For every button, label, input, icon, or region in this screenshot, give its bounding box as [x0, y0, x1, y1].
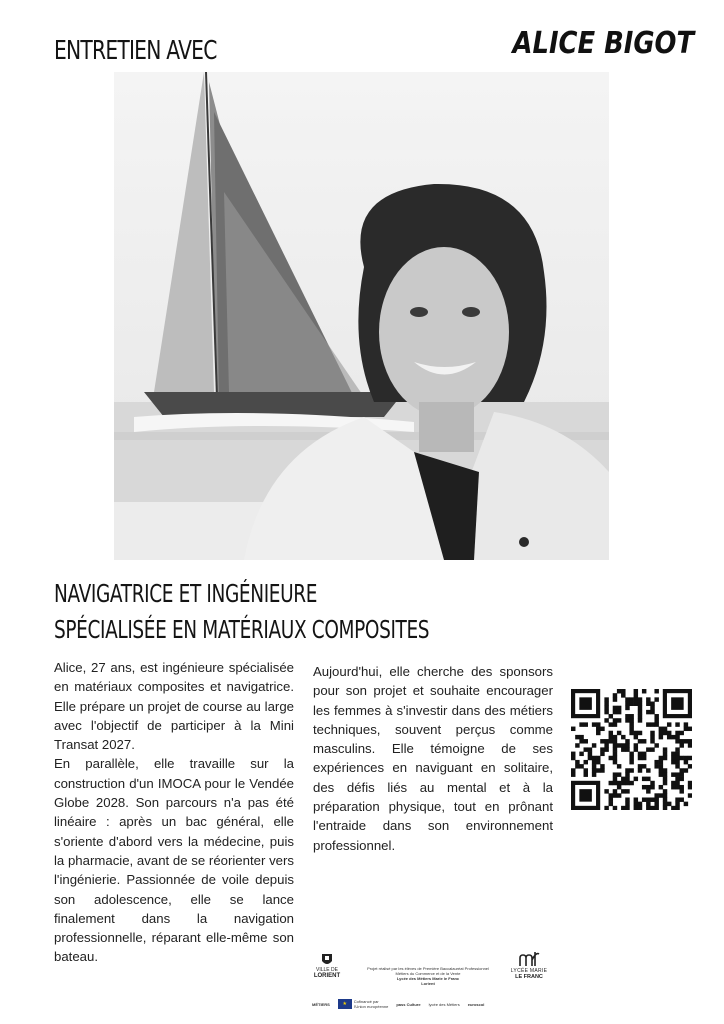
paragraph: En parallèle, elle travaille sur la construction d'un IMOCA pour le Vendée Globe 2028. Son parcours n'a pas été linéaire : après un bac général, elle s'oriente d'abord vers la médecine, puis la pharmacie, avant de se réorienter vers l'ingénierie. Passionnée de voile depuis son adolescence, elle se lance finalement dans la navigation professionnelle, réparant elle-même son bateau. — [54, 756, 294, 965]
note-line: Lycée des Métiers Marie le Franc — [396, 976, 460, 981]
headline — [54, 576, 513, 648]
partner-lycee-label: lycée des Métiers — [428, 1001, 460, 1007]
qr-code-icon[interactable] — [571, 689, 692, 810]
note-line: Métiers du Commerce et de la Vente — [395, 971, 461, 976]
body-column-right — [313, 662, 553, 855]
lorient-top-label: VILLE DE — [316, 967, 338, 973]
city-crest-icon — [320, 953, 334, 967]
partner-eu — [338, 999, 389, 1009]
lycee-logo — [505, 950, 553, 980]
partner-lycee-metiers — [429, 1002, 460, 1007]
partner-eu-line-1: Cofinancé par — [353, 999, 379, 1004]
partner-euro-label: euroscol — [467, 1001, 485, 1007]
partner-pass-label: pass Culture — [396, 1001, 421, 1007]
lycee-line-1: LYCÉE MARIE — [510, 968, 548, 974]
paragraph: Alice, 27 ans, est ingénieure spécialisée en matériaux composites et navigatrice. Elle prépare un projet de course au large avec l'objectif de participer à la Mini Transat 2027. — [54, 660, 294, 753]
headline-line-2: SPÉCIALISÉE EN MATÉRIAUX COMPOSITES — [54, 615, 430, 644]
body-column-left — [54, 658, 294, 967]
partner-eu-line-2: l'Union européenne — [353, 1004, 389, 1009]
note-line: Projet réalisé par les élèves de Première Baccalauréat Professionnel — [367, 966, 489, 971]
lycee-mark-icon — [518, 950, 540, 968]
lorient-name: LORIENT — [313, 973, 341, 979]
eu-flag-icon: ★ — [338, 999, 352, 1009]
partner-pass-culture — [396, 1002, 420, 1007]
headline-line-1: NAVIGATRICE ET INGÉNIEURE — [54, 579, 318, 608]
project-note — [352, 966, 504, 986]
partner-metiers-label: MÉTIERS — [312, 1001, 330, 1007]
lycee-line-2: LE FRANC — [515, 974, 543, 980]
partner-metiers — [312, 1002, 330, 1007]
portrait-photo — [114, 72, 609, 560]
partner-logos — [312, 995, 562, 1013]
note-line: Lorient — [421, 981, 435, 986]
interviewee-name: ALICE BIGOT — [512, 26, 694, 61]
partner-euroscol — [468, 1002, 485, 1007]
lorient-logo — [310, 953, 344, 980]
paragraph: Aujourd'hui, elle cherche des sponsors pour son projet et souhaite encourager les femmes à s'investir dans des métiers techniques, souvent perçus comme masculins. Elle témoigne de ses expériences en naviguant en solitaire, des défis liés au mental et à la préparation physique, tout en prônant l'entraide dans son environnement professionnel. — [313, 664, 553, 853]
header-label: ENTRETIEN AVEC — [54, 36, 217, 66]
